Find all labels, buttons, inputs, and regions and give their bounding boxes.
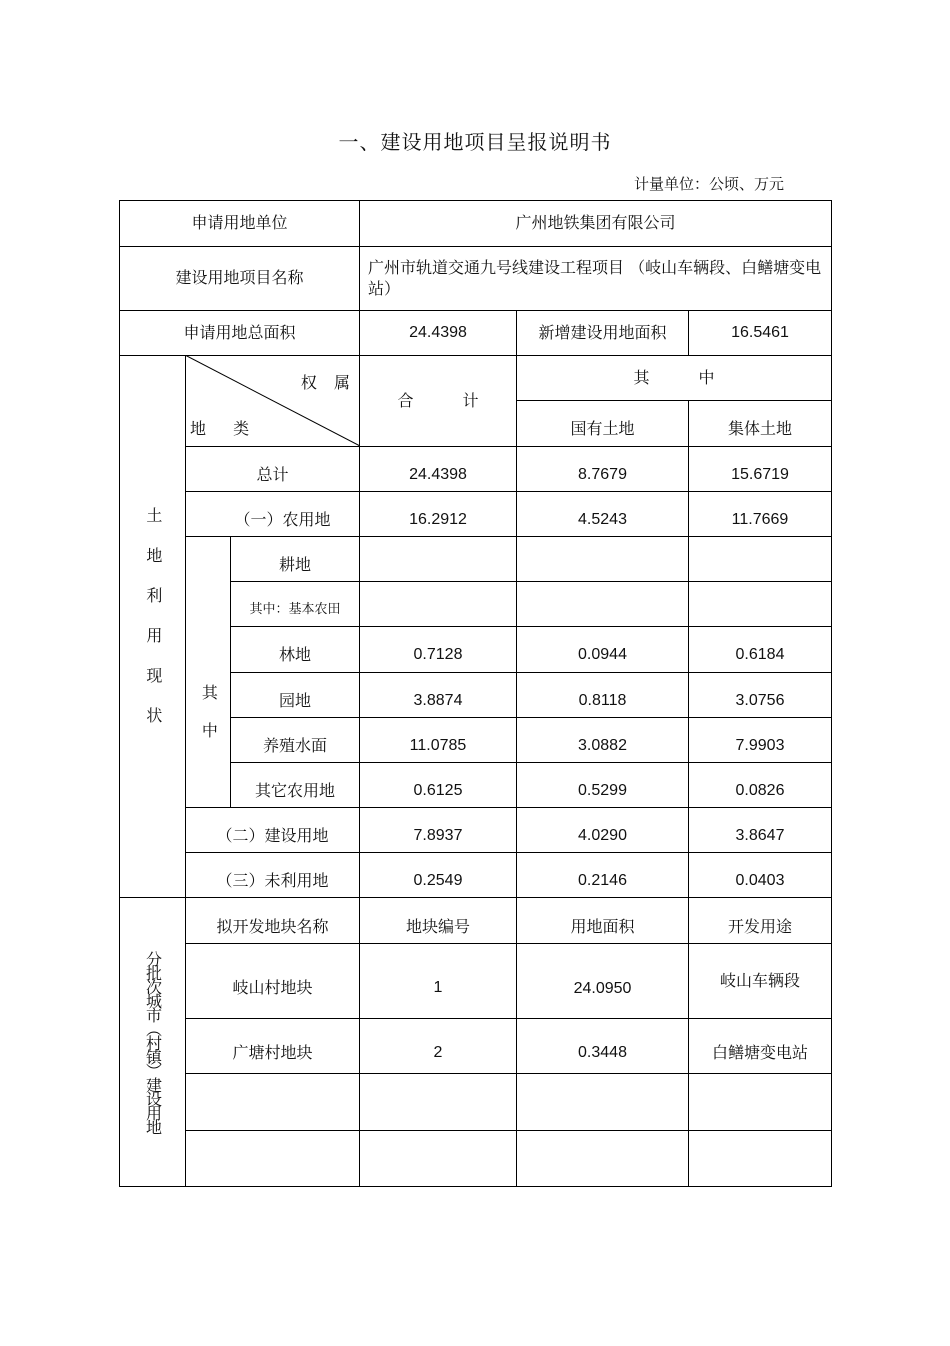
cell-construction-total: 7.8937	[413, 826, 463, 844]
batch-row1-name: 岐山村地块	[232, 977, 313, 997]
col-collective-header: 集体土地	[727, 419, 792, 439]
cell-otheragri-total: 0.6125	[413, 781, 463, 799]
diag-top-label: 权 属	[300, 372, 350, 392]
cell-arable-total	[360, 537, 516, 581]
batch-row2-name: 广塘村地块	[232, 1042, 313, 1062]
cell-construction-state: 4.0290	[578, 826, 627, 844]
cell-construction-collective: 3.8647	[735, 826, 785, 844]
sub-group-label-text: 其中	[199, 684, 219, 760]
batch-row1-use: 岐山车辆段	[719, 970, 800, 990]
total-area-label: 申请用地总面积	[183, 322, 296, 342]
row-label-total: 总计	[256, 464, 289, 484]
cell-forest-collective: 0.6184	[735, 646, 785, 664]
batch-col-no: 地块编号	[405, 917, 470, 937]
cell-aqua-state: 3.0882	[578, 736, 627, 754]
cell-unused-state: 0.2146	[578, 871, 627, 889]
batch-row1-area: 24.0950	[573, 979, 632, 997]
cell-total-state: 8.7679	[578, 465, 627, 483]
cell-arable-collective	[689, 537, 831, 581]
batch-row3-no	[360, 1074, 516, 1130]
cell-arable-state	[517, 537, 688, 581]
batch-row1-no: 1	[433, 978, 443, 996]
unit-note: 计量单位：公顷、万元	[633, 175, 784, 193]
batch-row4-use	[689, 1131, 831, 1186]
batch-row4-area	[517, 1131, 688, 1186]
document-title: 一、建设用地项目呈报说明书	[338, 130, 612, 154]
cell-unused-total: 0.2549	[413, 871, 463, 889]
batch-row4-no	[360, 1131, 516, 1186]
cell-total-collective: 15.6719	[731, 465, 789, 483]
batch-section-label-text: 分批次城市（村镇）建设用地	[143, 951, 163, 1133]
new-area-value: 16.5461	[731, 323, 789, 341]
sub-group-label	[186, 672, 230, 772]
cell-aqua-total: 11.0785	[409, 736, 467, 754]
batch-col-name: 拟开发地块名称	[216, 917, 329, 937]
cell-agri-total: 16.2912	[409, 510, 467, 528]
row-label-aquaculture: 养殖水面	[262, 735, 327, 755]
cell-forest-total: 0.7128	[413, 646, 463, 664]
batch-col-use: 开发用途	[727, 917, 792, 937]
cell-total-total: 24.4398	[409, 465, 467, 483]
row-label-garden: 园地	[278, 690, 311, 710]
col-group-header: 其 中	[633, 367, 715, 387]
project-value: 广州市轨道交通九号线建设工程项目 （岐山车辆段、白鳝塘变电站）	[368, 257, 822, 298]
applicant-label: 申请用地单位	[191, 213, 288, 233]
row-label-unused: （三）未利用地	[216, 870, 329, 890]
row-label-construction: （二）建设用地	[216, 825, 329, 845]
applicant-value: 广州地铁集团有限公司	[515, 213, 676, 233]
cell-basic-total	[360, 582, 516, 626]
col-state-header: 国有土地	[570, 419, 635, 439]
batch-row3-area	[517, 1074, 688, 1130]
batch-row2-area: 0.3448	[578, 1043, 627, 1061]
cell-basic-state	[517, 582, 688, 626]
project-label: 建设用地项目名称	[175, 268, 304, 288]
row-label-agri: （一）农用地	[234, 509, 331, 529]
cell-forest-state: 0.0944	[578, 646, 627, 664]
total-area-value: 24.4398	[409, 323, 467, 341]
batch-row4-name	[186, 1131, 359, 1186]
diag-bottom-label: 地 类	[190, 418, 250, 438]
batch-col-area: 用地面积	[570, 917, 635, 937]
cell-garden-total: 3.8874	[413, 691, 463, 709]
land-section-label	[120, 356, 185, 897]
batch-section-label	[120, 898, 185, 1186]
col-total-header: 合 计	[397, 390, 479, 410]
cell-otheragri-state: 0.5299	[578, 781, 627, 799]
row-label-other-agri: 其它农用地	[254, 780, 335, 800]
cell-agri-collective: 11.7669	[731, 510, 789, 528]
cell-basic-collective	[689, 582, 831, 626]
row-label-basic-farmland: 其中：基本农田	[249, 601, 341, 617]
new-area-label: 新增建设用地面积	[538, 322, 667, 342]
cell-garden-state: 0.8118	[578, 691, 627, 709]
batch-row2-use: 白鳝塘变电站	[711, 1042, 808, 1062]
cell-agri-state: 4.5243	[578, 510, 627, 528]
batch-row3-use	[689, 1074, 831, 1130]
cell-aqua-collective: 7.9903	[735, 736, 785, 754]
cell-otheragri-collective: 0.0826	[735, 781, 785, 799]
cell-unused-collective: 0.0403	[735, 871, 785, 889]
batch-row3-name	[186, 1074, 359, 1130]
cell-garden-collective: 3.0756	[735, 691, 785, 709]
row-label-arable: 耕地	[278, 554, 311, 574]
land-section-label-text: 土地利用现状	[143, 506, 163, 747]
batch-row2-no: 2	[433, 1043, 443, 1061]
row-label-forest: 林地	[278, 645, 311, 665]
